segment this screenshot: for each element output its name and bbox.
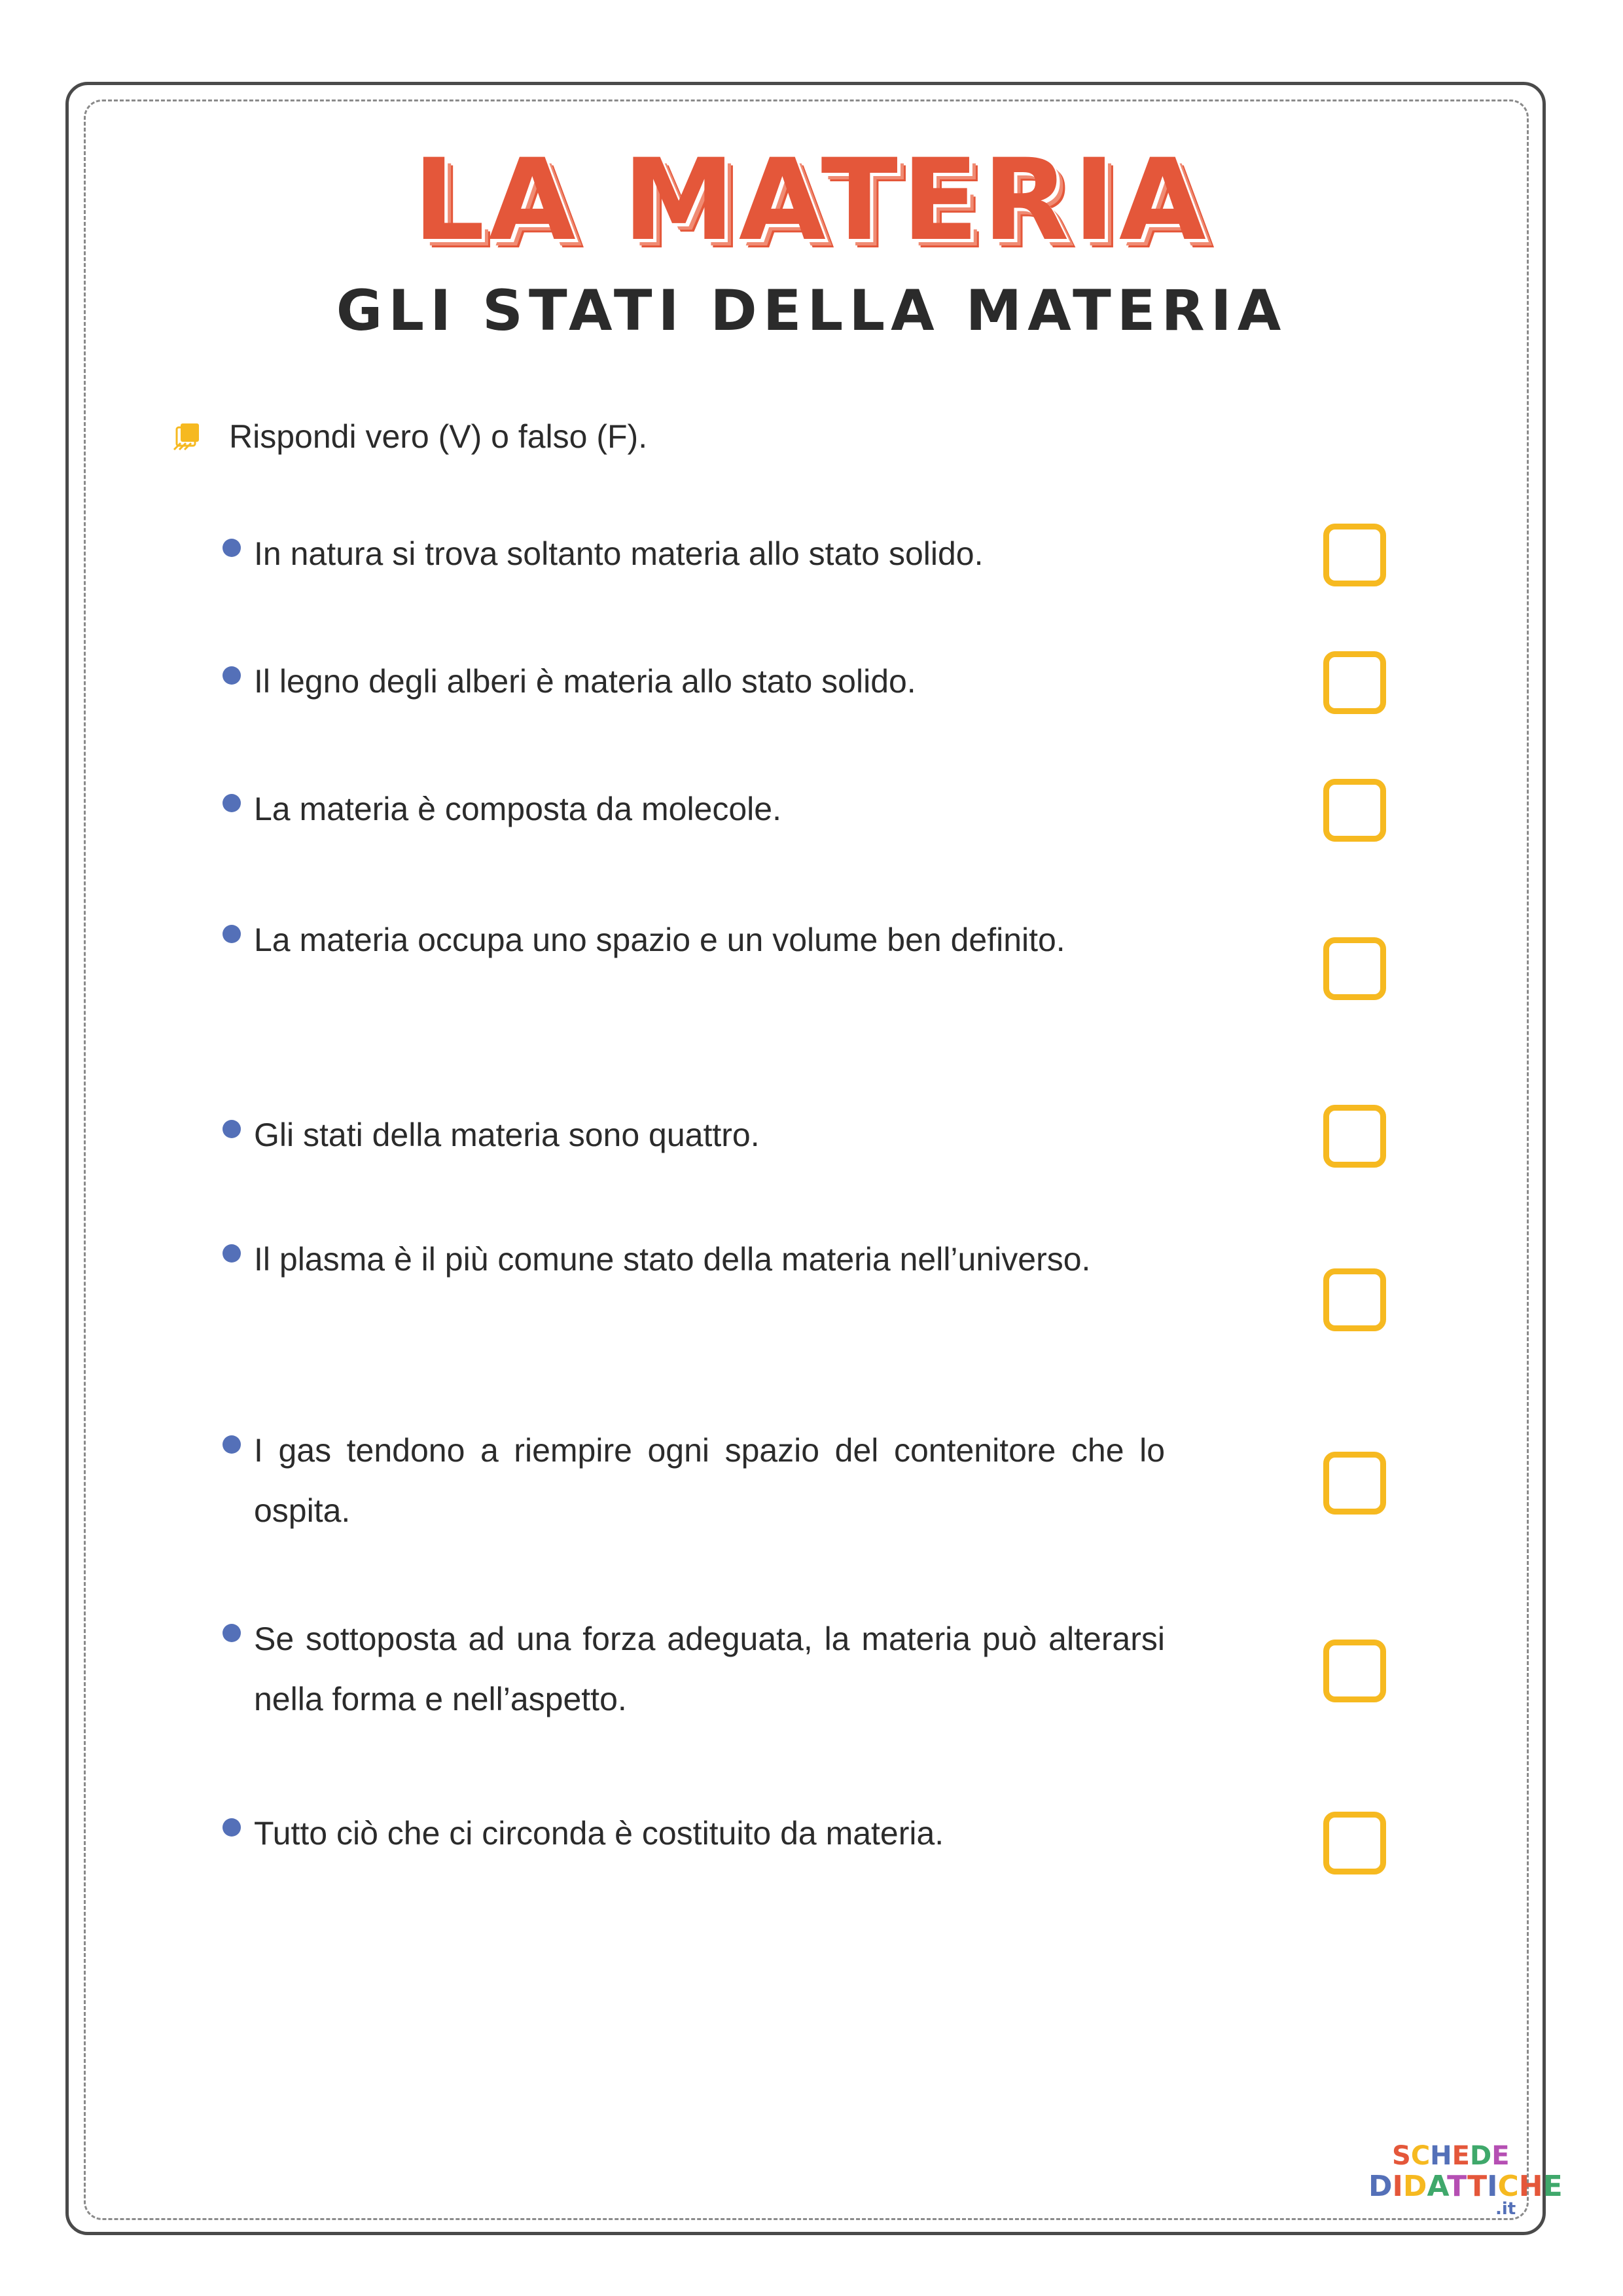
instruction-text: Rispondi vero (V) o falso (F). [229, 418, 648, 455]
bullet-icon [223, 925, 241, 943]
logo-line2: DIDATTICHE [1368, 2170, 1563, 2203]
statement-text: La materia è composta da molecole. [254, 791, 781, 827]
true-false-checkbox[interactable] [1323, 937, 1386, 1000]
instruction [171, 418, 647, 456]
bullet-icon [223, 794, 241, 812]
true-false-checkbox[interactable] [1323, 1640, 1386, 1702]
bullet-icon [223, 1624, 241, 1642]
true-false-checkbox[interactable] [1323, 524, 1386, 586]
page-subtitle: GLI STATI DELLA MATERIA [336, 278, 1287, 344]
bullet-icon [223, 1435, 241, 1454]
statement-text: Il plasma è il più comune stato della materia nell’universo. [254, 1241, 1091, 1278]
sticky-note-icon [171, 421, 203, 452]
statement-text: Il legno degli alberi è materia allo stato solido. [254, 663, 916, 700]
statement-text: I gas tendono a riempire ogni spazio del contenitore che lo ospita. [254, 1432, 1165, 1529]
statement-item [223, 1229, 1165, 1289]
statement-item [223, 1420, 1165, 1541]
statement-item [223, 1803, 1165, 1863]
schede-didattiche-logo [1364, 2130, 1563, 2222]
bullet-icon [223, 539, 241, 557]
true-false-checkbox[interactable] [1323, 651, 1386, 714]
true-false-checkbox[interactable] [1323, 779, 1386, 842]
statement-item [223, 779, 1165, 839]
statement-item [223, 524, 1165, 584]
logo-line1: SCHEDE [1392, 2141, 1510, 2171]
statement-text: Tutto ciò che ci circonda è costituito da materia. [254, 1815, 944, 1852]
bullet-icon [223, 666, 241, 685]
statement-item [223, 651, 1165, 711]
statement-item [223, 910, 1165, 970]
true-false-checkbox[interactable] [1323, 1105, 1386, 1168]
true-false-checkbox[interactable] [1323, 1452, 1386, 1515]
statement-text: Gli stati della materia sono quattro. [254, 1117, 760, 1153]
statement-item [223, 1105, 1165, 1165]
true-false-checkbox[interactable] [1323, 1268, 1386, 1331]
statement-item [223, 1609, 1165, 1729]
statement-text: La materia occupa uno spazio e un volume ben definito. [254, 922, 1065, 958]
statement-text: In natura si trova soltanto materia allo stato solido. [254, 535, 984, 572]
statement-text: Se sottoposta ad una forza adeguata, la materia può alterarsi nella forma e nell’aspetto. [254, 1621, 1165, 1717]
bullet-icon [223, 1244, 241, 1263]
bullet-icon [223, 1120, 241, 1138]
bullet-icon [223, 1818, 241, 1837]
true-false-checkbox[interactable] [1323, 1812, 1386, 1874]
logo-suffix: .it [1495, 2199, 1516, 2219]
page-title: LA MATERIA [413, 134, 1210, 266]
